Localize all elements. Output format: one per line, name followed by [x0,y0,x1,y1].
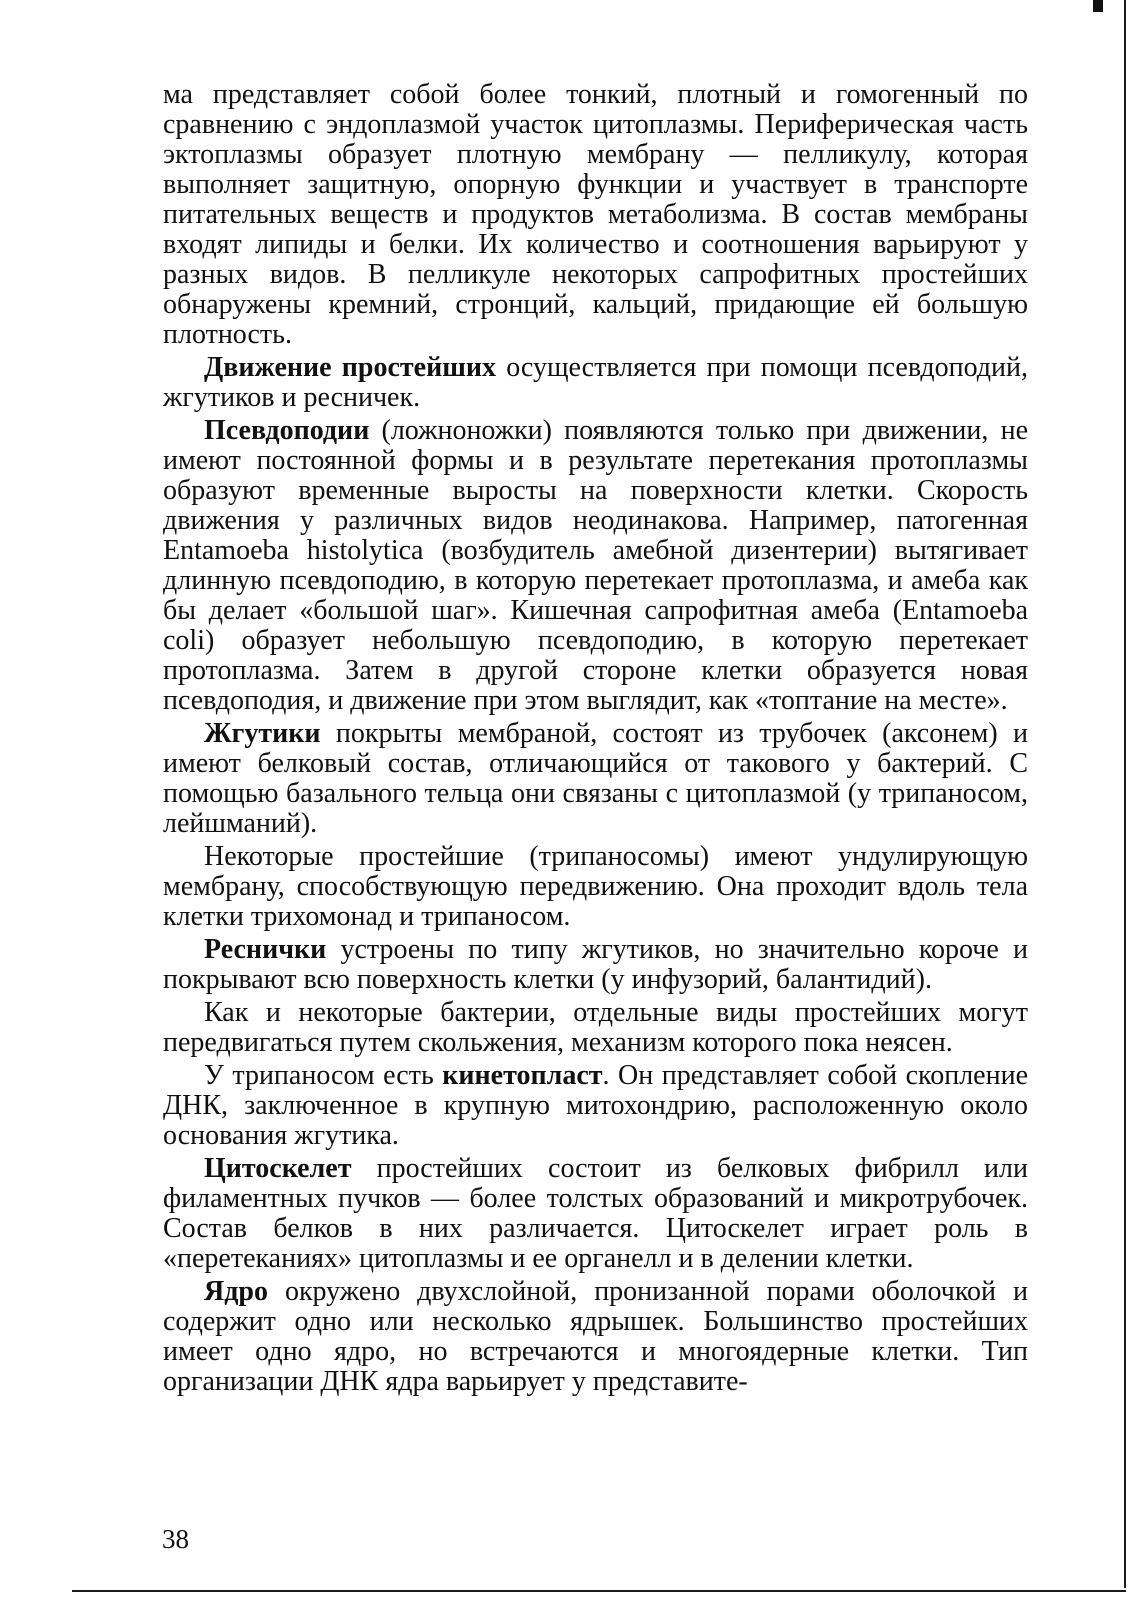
paragraph-text: осуществляется при помощи псевдоподий, жгутиков и ресничек. [163,352,1029,413]
paragraph-gliding [163,998,1028,1058]
paragraph-text: окружено двухслойной, пронизанной порами оболочкой и содержит одно или несколько ядрышек. Большинство простейших имеет одно ядро, но встречаются и многоядерные клетки. Тип организации ДНК ядра варьирует у представите- [163,1276,1028,1397]
paragraph-kinetoplast [163,1061,1028,1151]
term-cytoskeleton: Цитоскелет [204,1153,352,1184]
page-bottom-edge [72,1590,1126,1592]
paragraph-ectoplasm [163,80,1028,350]
paragraph-movement [163,353,1028,413]
term-pseudopodia: Псевдоподии [204,415,370,446]
term-kinetoplast: кинетопласт [442,1060,603,1091]
paragraph-text: Некоторые простейшие (трипаносомы) имеют ундулирующую мембрану, способствующую передвижению. Она проходит вдоль тела клетки трихомонад и трипаносом. [163,841,1028,932]
term-movement: Движение простейших [204,352,497,383]
page-number: 38 [162,1524,189,1554]
paragraph-undulating-membrane [163,842,1028,932]
paragraph-text: покрыты мембраной, состоят из трубочек (аксонем) и имеют белковый состав, отличающийся от такового у бактерий. С помощью базального тельца они связаны с цитоплазмой (у трипаносом, лейшманий). [163,718,1028,839]
paragraph-flagella [163,719,1028,839]
body-text [163,80,1028,1400]
term-nucleus: Ядро [204,1276,268,1307]
paragraph-prefix: У трипаносом есть [204,1060,443,1091]
term-flagella: Жгутики [204,718,321,749]
paragraph-text: простейших состоит из белковых фибрилл или филаментных пучков — более толстых образований и микротрубочек. Состав белков в них различается. Цитоскелет играет роль в «перетеканиях» цитоплазмы и ее органелл и в делении клетки. [163,1153,1028,1274]
paragraph-pseudopodia [163,416,1028,716]
paragraph-text: (ложноножки) появляются только при движении, не имеют постоянной формы и в результате перетекания протоплазмы образуют временные выросты на поверхности клетки. Скорость движения у различных видов неодинакова. Например, патогенная Entamoeba histolytica (возбудитель амебной дизентерии) вытягивает длинную псевдоподию, в которую перетекает протоплазма, и амеба как бы делает «большой шаг». Кишечная сапрофитная амеба (Entamoeba coli) образует небольшую псевдоподию, в которую перетекает протоплазма. Затем в другой стороне клетки образуется новая псевдоподия, и движение при этом выглядит, как «топтание на месте». [163,415,1028,716]
paragraph-cytoskeleton [163,1154,1028,1274]
term-cilia: Реснички [204,934,327,965]
page-right-edge [1124,0,1126,1588]
paragraph-text: Как и некоторые бактерии, отдельные виды простейших могут передвигаться путем скольжения, механизм которого пока неясен. [163,997,1028,1058]
paragraph-text: устроены по типу жгутиков, но значительно короче и покрывают всю поверхность клетки (у инфузорий, балантидий). [163,934,1028,995]
paragraph-nucleus [163,1277,1028,1397]
scan-corner-mark [1093,0,1103,12]
paragraph-text: ма представляет собой более тонкий, плотный и гомогенный по сравнению с эндоплазмой участок цитоплазмы. Периферическая часть эктоплазмы образует плотную мембрану — пелликулу, которая выполняет защитную, опорную функции и участвует в транспорте питательных веществ и продуктов метаболизма. В состав мембраны входят липиды и белки. Их количество и соотношения варьируют у разных видов. В пелликуле некоторых сапрофитных простейших обнаружены кремний, стронций, кальций, придающие ей большую плотность. [163,79,1028,350]
paragraph-text: . Он представляет собой скопление ДНК, заключенное в крупную митохондрию, расположенную около основания жгутика. [163,1060,1029,1151]
paragraph-cilia [163,935,1028,995]
